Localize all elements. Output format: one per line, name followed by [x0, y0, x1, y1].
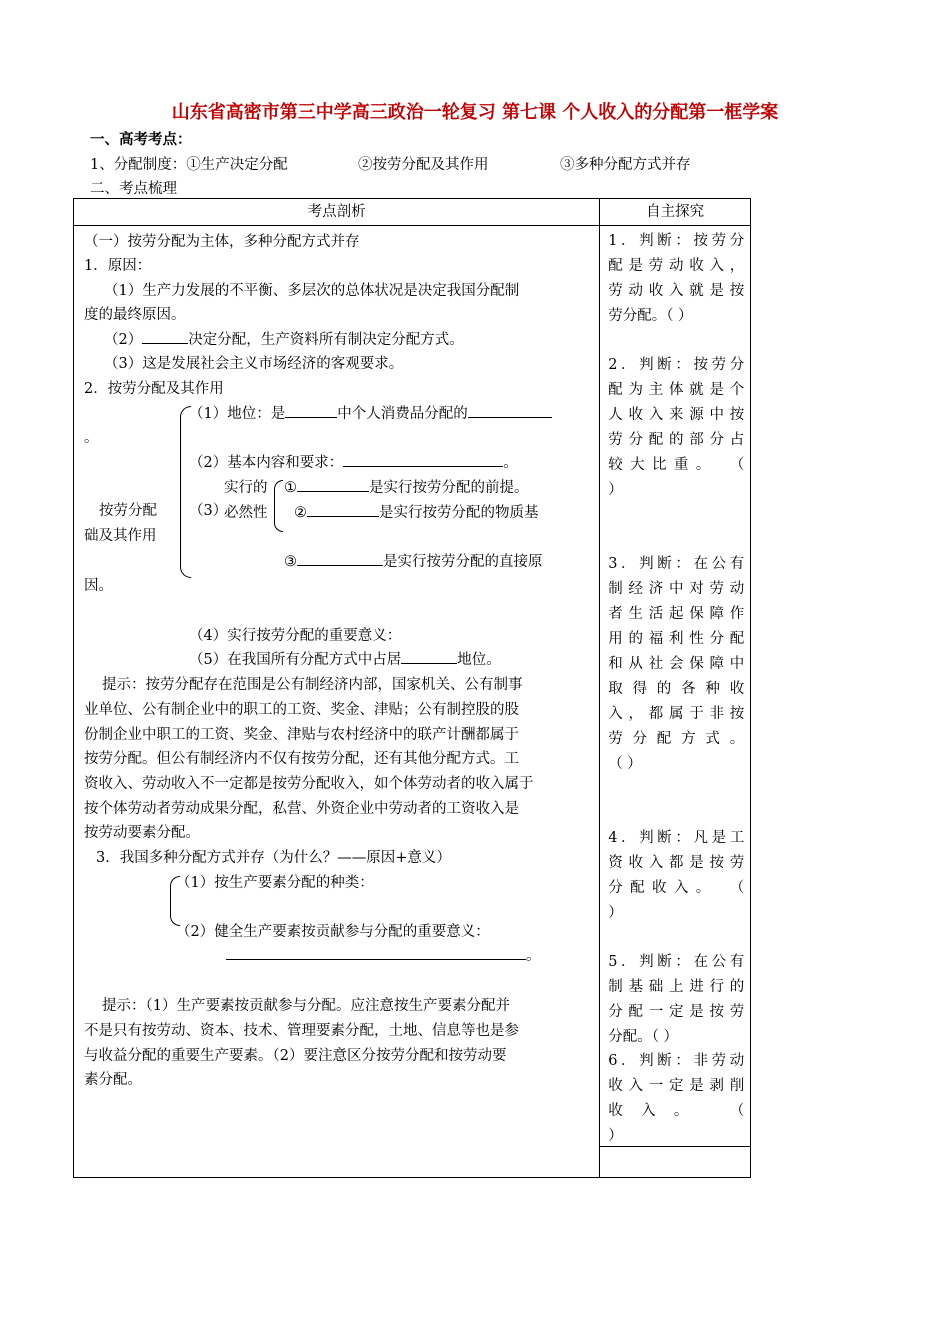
position-text: 中个人消费品分配的	[337, 406, 468, 422]
necessity-2-text: 是实行按劳分配的物质基	[379, 505, 539, 521]
necessity-1-text: 是实行按劳分配的前提。	[369, 480, 529, 496]
blank	[297, 477, 369, 492]
reason-3: （3）这是发展社会主义市场经济的客观要求。	[104, 356, 404, 372]
question-3	[608, 552, 744, 777]
q-line: ）	[608, 1128, 623, 1144]
blank	[297, 551, 383, 566]
blank	[343, 452, 503, 467]
kaodian-item-3: ③多种分配方式并存	[560, 157, 691, 173]
significance-item: （4）实行按劳分配的重要意义：	[189, 628, 402, 644]
necessity-3	[284, 550, 591, 574]
blank	[468, 403, 552, 418]
q-line: 取得的各种收	[608, 681, 745, 697]
period: 。	[526, 948, 541, 964]
q-line: 劳分配。（ ）	[608, 308, 693, 324]
tip1-line-6: 按个体劳动者劳动成果分配，私营、外资企业中劳动者的工资收入是	[84, 801, 519, 817]
tip1-line-3: 份制企业中职工的工资、奖金、津贴与农村经济中的联产计酬都属于	[84, 727, 519, 743]
blank	[142, 329, 188, 344]
q-line: 4．判断：凡是工	[608, 830, 745, 846]
num: ①	[284, 480, 297, 496]
necessity-3-end: 因。	[84, 578, 113, 594]
explore-cell	[600, 226, 751, 1147]
analysis-cell	[74, 226, 600, 1178]
tip1-line-1: 提示：按劳分配存在范围是公有制经济内部，国家机关、公有制事	[102, 677, 523, 693]
reason-1-cont: 度的最终原因。	[84, 307, 186, 323]
position-label: （1）地位：是	[189, 406, 286, 422]
tip2-line-3: 与收益分配的重要生产要素。（2）要注意区分按劳分配和按劳动要	[84, 1048, 507, 1064]
num: ③	[284, 554, 297, 570]
q-line: 人收入来源中按	[608, 407, 745, 423]
q-line: 2．判断：按劳分	[608, 357, 745, 373]
necessity-label-2: 必然性	[224, 505, 268, 521]
q-line: ）	[608, 482, 623, 498]
q-line: 入，都属于非按	[608, 706, 745, 722]
necessity-1	[284, 476, 591, 500]
necessity-3-text: 是实行按劳分配的直接原	[383, 554, 543, 570]
q-line: 较大比重。 （	[608, 457, 745, 473]
question-5	[608, 950, 744, 1050]
review-table	[73, 198, 751, 1178]
q-line: 3．判断：在公有	[608, 556, 745, 572]
q-line: 资收入都是按劳	[608, 855, 745, 871]
q-line: 1．判断：按劳分	[608, 233, 745, 249]
blank	[226, 945, 526, 960]
tip1-line-7: 按劳动要素分配。	[84, 825, 200, 841]
reason-2-text: 决定分配，生产资料所有制决定分配方式。	[188, 332, 464, 348]
factor-significance: （2）健全生产要素按贡献参与分配的重要意义：	[176, 924, 490, 940]
inner-brace	[274, 480, 283, 532]
blank	[307, 502, 379, 517]
reason-heading: 1．原因：	[84, 258, 152, 274]
content-item	[189, 451, 591, 475]
q-line: 者生活起保障作	[608, 606, 745, 622]
q-line: 分配一定是按劳	[608, 1004, 745, 1020]
blank	[285, 403, 337, 418]
q-line: 配为主体就是个	[608, 382, 745, 398]
section-2-heading: 2．按劳分配及其作用	[84, 381, 224, 397]
q-line: 5．判断：在公有	[608, 954, 745, 970]
tip2-line-4: 素分配。	[84, 1072, 142, 1088]
factor-types: （1）按生产要素分配的种类：	[176, 875, 374, 891]
factor-significance-blank	[226, 944, 591, 968]
q-line: 劳分配方式。	[608, 731, 745, 747]
necessity-2	[294, 501, 591, 525]
q-line: 劳分配的部分占	[608, 432, 745, 448]
necessity-label-1: 实行的	[224, 480, 268, 496]
content-end: 。	[503, 455, 518, 471]
q-line: 和从社会保障中	[608, 656, 745, 672]
q-line: 分配收入。 （	[608, 880, 745, 896]
section-heading-2: 二、考点梳理	[90, 181, 177, 197]
tip2-line-1: 提示：（1）生产要素按贡献参与分配。应注意按生产要素分配并	[102, 998, 510, 1014]
position-end: 。	[84, 430, 99, 446]
necessity-prefix: （3）	[189, 503, 228, 519]
question-4	[608, 826, 744, 926]
section-3-heading: 3．我国多种分配方式并存（为什么？——原因+意义）	[96, 850, 451, 866]
kaodian-item-1: 1、分配制度：①生产决定分配	[90, 157, 288, 173]
q-line: ）	[608, 905, 623, 921]
status-text: 地位。	[457, 652, 501, 668]
content-label: （2）基本内容和要求：	[189, 455, 344, 471]
q-line: 配是劳动收入，	[608, 258, 745, 274]
col-header-left: 考点剖析	[74, 199, 600, 226]
q-line: 用的福利性分配	[608, 631, 745, 647]
q-line: 收入一定是剥削	[608, 1078, 745, 1094]
kaodian-item-2: ②按劳分配及其作用	[358, 157, 489, 173]
status-item	[189, 648, 591, 672]
status-label: （5）在我国所有分配方式中占居	[189, 652, 402, 668]
side-label-1: 按劳分配	[99, 503, 157, 519]
explore-empty-cell	[600, 1147, 751, 1178]
q-line: 收入。 （	[608, 1103, 745, 1119]
question-2	[608, 353, 744, 503]
document-title: 山东省高密市第三中学高三政治一轮复习 第七课 个人收入的分配第一框学案	[171, 102, 779, 123]
heading-yi: （一）按劳分配为主体，多种分配方式并存	[84, 234, 360, 250]
q-line: 制基础上进行的	[608, 979, 745, 995]
q-line: 制经济中对劳动	[608, 581, 745, 597]
section-heading-1: 一、高考考点：	[90, 131, 192, 148]
side-label-2: 础及其作用	[84, 528, 157, 544]
question-6	[608, 1049, 744, 1149]
q-line: 分配。（ ）	[608, 1029, 679, 1045]
position-item	[189, 402, 591, 426]
tip2-line-2: 不是只有按劳动、资本、技术、管理要素分配，土地、信息等也是参	[84, 1023, 519, 1039]
col-header-right: 自主探究	[600, 199, 751, 226]
tip1-line-4: 按劳分配。但公有制经济内不仅有按劳分配，还有其他分配方式。工	[84, 751, 519, 767]
reason-2	[104, 328, 591, 352]
blank	[401, 649, 457, 664]
q-line: （ ）	[608, 756, 642, 772]
num: ②	[294, 505, 307, 521]
q-line: 劳动收入就是按	[608, 283, 745, 299]
reason-2-prefix: （2）	[104, 332, 143, 348]
question-1	[608, 229, 744, 329]
tip1-line-5: 资收入、劳动收入不一定都是按劳分配收入，如个体劳动者的收入属于	[84, 776, 534, 792]
reason-1: （1）生产力发展的不平衡、多层次的总体状况是决定我国分配制	[104, 283, 520, 299]
q-line: 6．判断：非劳动	[608, 1053, 745, 1069]
tip1-line-2: 业单位、公有制企业中的职工的工资、奖金、津贴；公有制控股的股	[84, 702, 519, 718]
